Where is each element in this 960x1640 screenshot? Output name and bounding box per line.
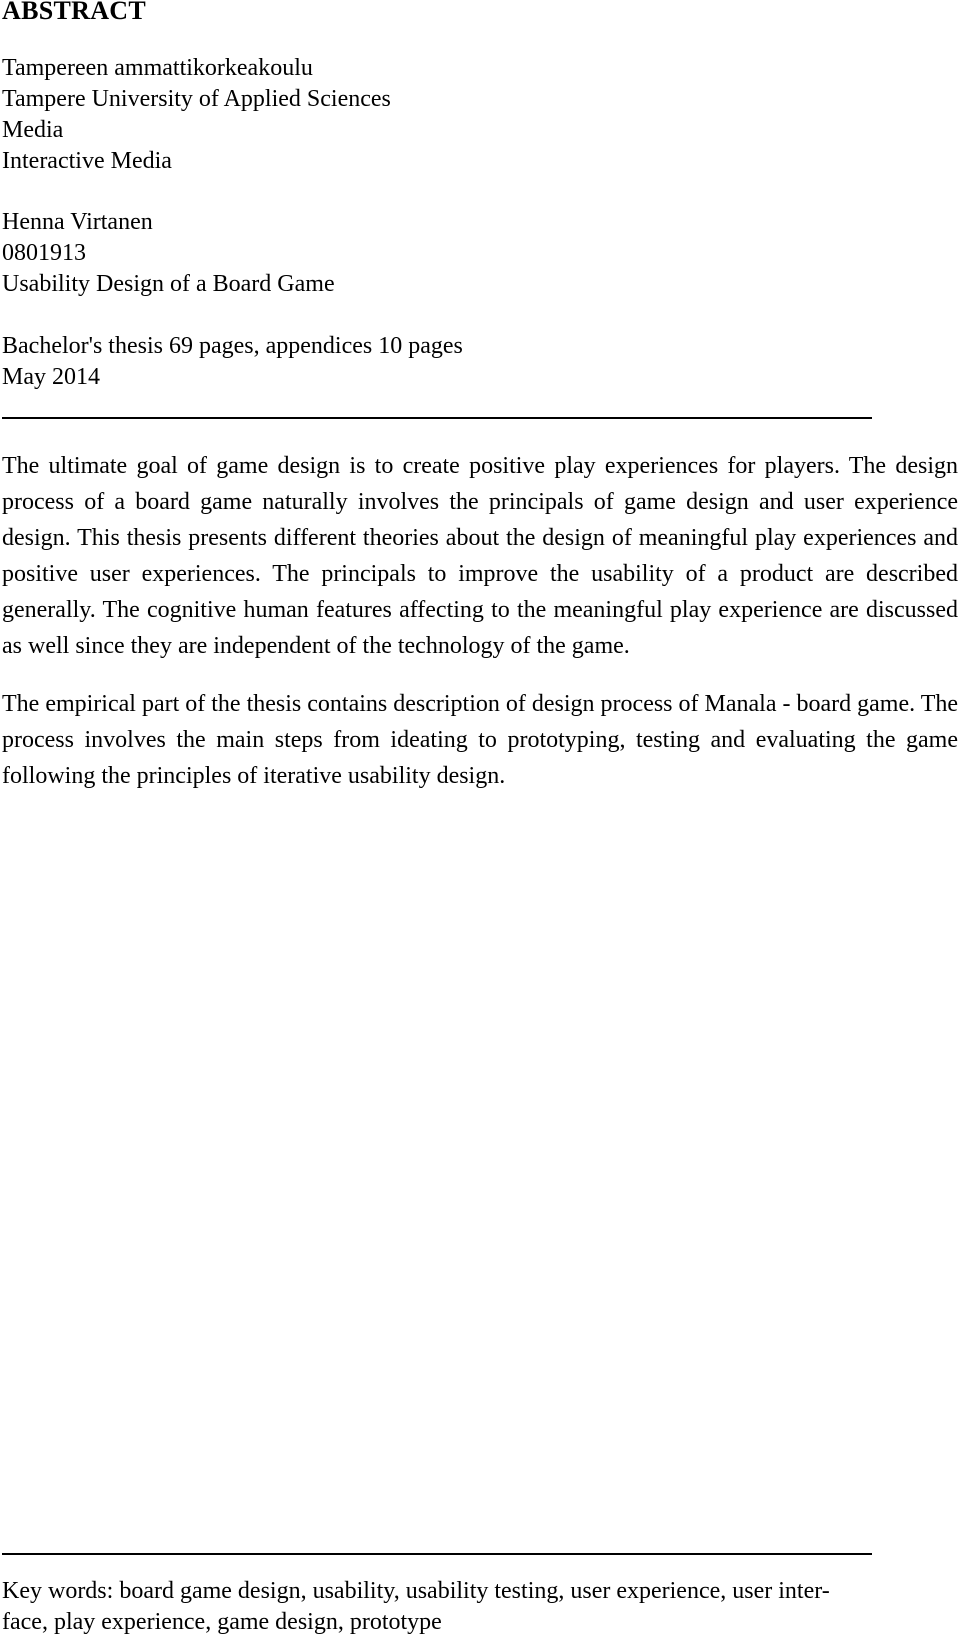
keywords-line-1: Key words: board game design, usability, usability testing, user experience, user inter-	[2, 1578, 830, 1604]
abstract-paragraph-1: The ultimate goal of game design is to create positive play experiences for players. The design process of a board game naturally involves the principals of game design and user experience design. This thesis presents different theories about the design of meaningful play experiences and positive user experiences. The principals to improve the usability of a product are described generally. The cognitive human features affecting to the meaningful play experience are discussed as well since they are independent of the technology of the game.	[2, 453, 958, 659]
abstract-body	[2, 448, 958, 816]
thesis-title: Usability Design of a Board Game	[2, 271, 335, 297]
author-block	[2, 207, 902, 300]
keywords-block	[2, 1576, 958, 1638]
author-name: Henna Virtanen	[2, 209, 153, 235]
programme-option: Interactive Media	[2, 148, 172, 174]
keywords-line-2: face, play experience, game design, prototype	[2, 1609, 442, 1635]
thesis-info-block	[2, 331, 902, 393]
thesis-type-pages: Bachelor's thesis 69 pages, appendices 10 pages	[2, 333, 463, 359]
thesis-date: May 2014	[2, 364, 100, 390]
abstract-paragraph-2: The empirical part of the thesis contains description of design process of Manala - board game. The process involves the main steps from ideating to prototyping, testing and evaluating the game following the principles of iterative usability design.	[2, 691, 958, 789]
university-name-en: Tampere University of Applied Sciences	[2, 86, 391, 112]
top-divider	[2, 417, 872, 419]
bottom-divider	[2, 1553, 872, 1555]
page-heading: ABSTRACT	[2, 0, 146, 25]
institution-block	[2, 53, 902, 177]
university-name-fi: Tampereen ammattikorkeakoulu	[2, 55, 313, 81]
student-number: 0801913	[2, 240, 86, 266]
degree-programme: Media	[2, 117, 64, 143]
